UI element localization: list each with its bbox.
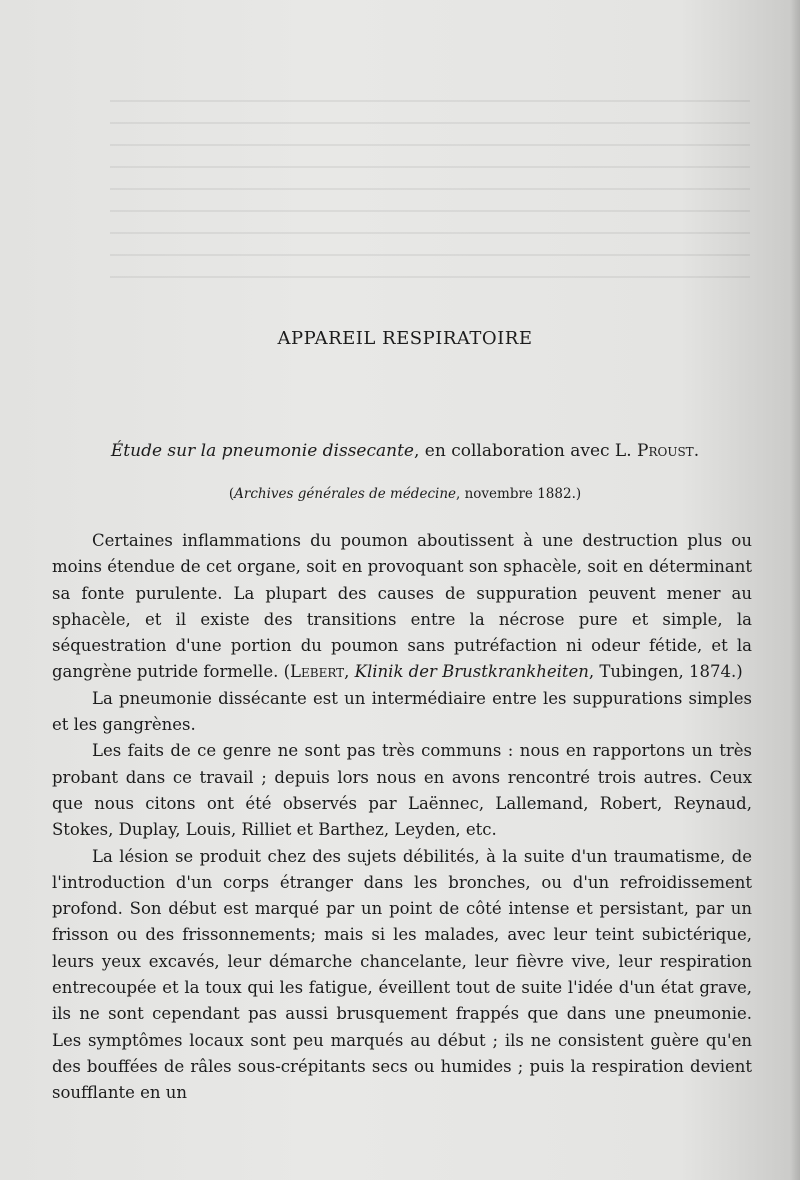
source-open: (	[228, 486, 235, 502]
article-title-end: .	[693, 441, 700, 461]
source-journal: Archives générales de médecine	[234, 486, 457, 502]
citation-sep: ,	[344, 662, 355, 682]
paragraph-1-text: Certaines inflammations du poumon aboutissent à une destruction plus ou moins étendue de cet organe, soit en provoquant son sphacèle, soit en déterminant sa fonte purulente. La plupart des causes de suppuration peuvent mener au sphacèle, et il existe des transitions entre la nécrose pure et simple, la séquestration d'une portion du poumon sans putréfaction ni odeur fétide, et la gangrène putride formelle. (	[52, 531, 752, 682]
article-title	[0, 441, 800, 461]
article-author: Proust	[637, 441, 694, 461]
body-text	[52, 528, 752, 1107]
article-title-rest: , en collaboration avec L.	[413, 441, 638, 461]
source-date: , novembre 1882.)	[456, 486, 582, 502]
page-edge-shadow	[790, 0, 800, 1180]
article-title-italic: Étude sur la pneumonie dissecante	[110, 441, 414, 461]
citation-author: Lebert	[290, 662, 345, 682]
citation-end: , Tubingen, 1874.)	[588, 662, 743, 682]
section-heading: APPAREIL RESPIRATOIRE	[277, 328, 533, 349]
paragraph-4: La lésion se produit chez des sujets débilités, à la suite d'un traumatisme, de l'introduction d'un corps étranger dans les bronches, ou d'un refroidissement profond. Son début est marqué par un point de côté intense et persistant, par un frisson ou des frissonnements; mais si les malades, avec leur teint subictérique, leurs yeux excavés, leur démarche chancelante, leur fièvre vive, leur respiration entrecoupée et la toux qui les fatigue, éveillent tout de suite l'idée d'un état grave, ils ne sont cependant pas aussi brusquement frappés que dans une pneumonie. Les symptômes locaux sont peu marqués au début ; ils ne consistent guère qu'en des bouffées de râles sous-crépitants secs ou humides ; puis la respiration devient soufflante en un	[52, 846, 752, 1103]
citation-title: Klinik der Brustkrankheiten	[354, 662, 589, 682]
paragraph-2: La pneumonie dissécante est un intermédiaire entre les suppurations simples et les gangrènes.	[52, 688, 752, 735]
paragraph-3: Les faits de ce genre ne sont pas très communs : nous en rapportons un très probant dans ce travail ; depuis lors nous en avons rencontré trois autres. Ceux que nous citons ont été observés par Laënnec, Lallemand, Robert, Reynaud, Stokes, Duplay, Louis, Rilliet et Barthez, Leyden, etc.	[52, 741, 752, 840]
show-through-text	[110, 100, 750, 280]
paragraph-1	[52, 528, 752, 686]
article-source	[0, 486, 800, 502]
